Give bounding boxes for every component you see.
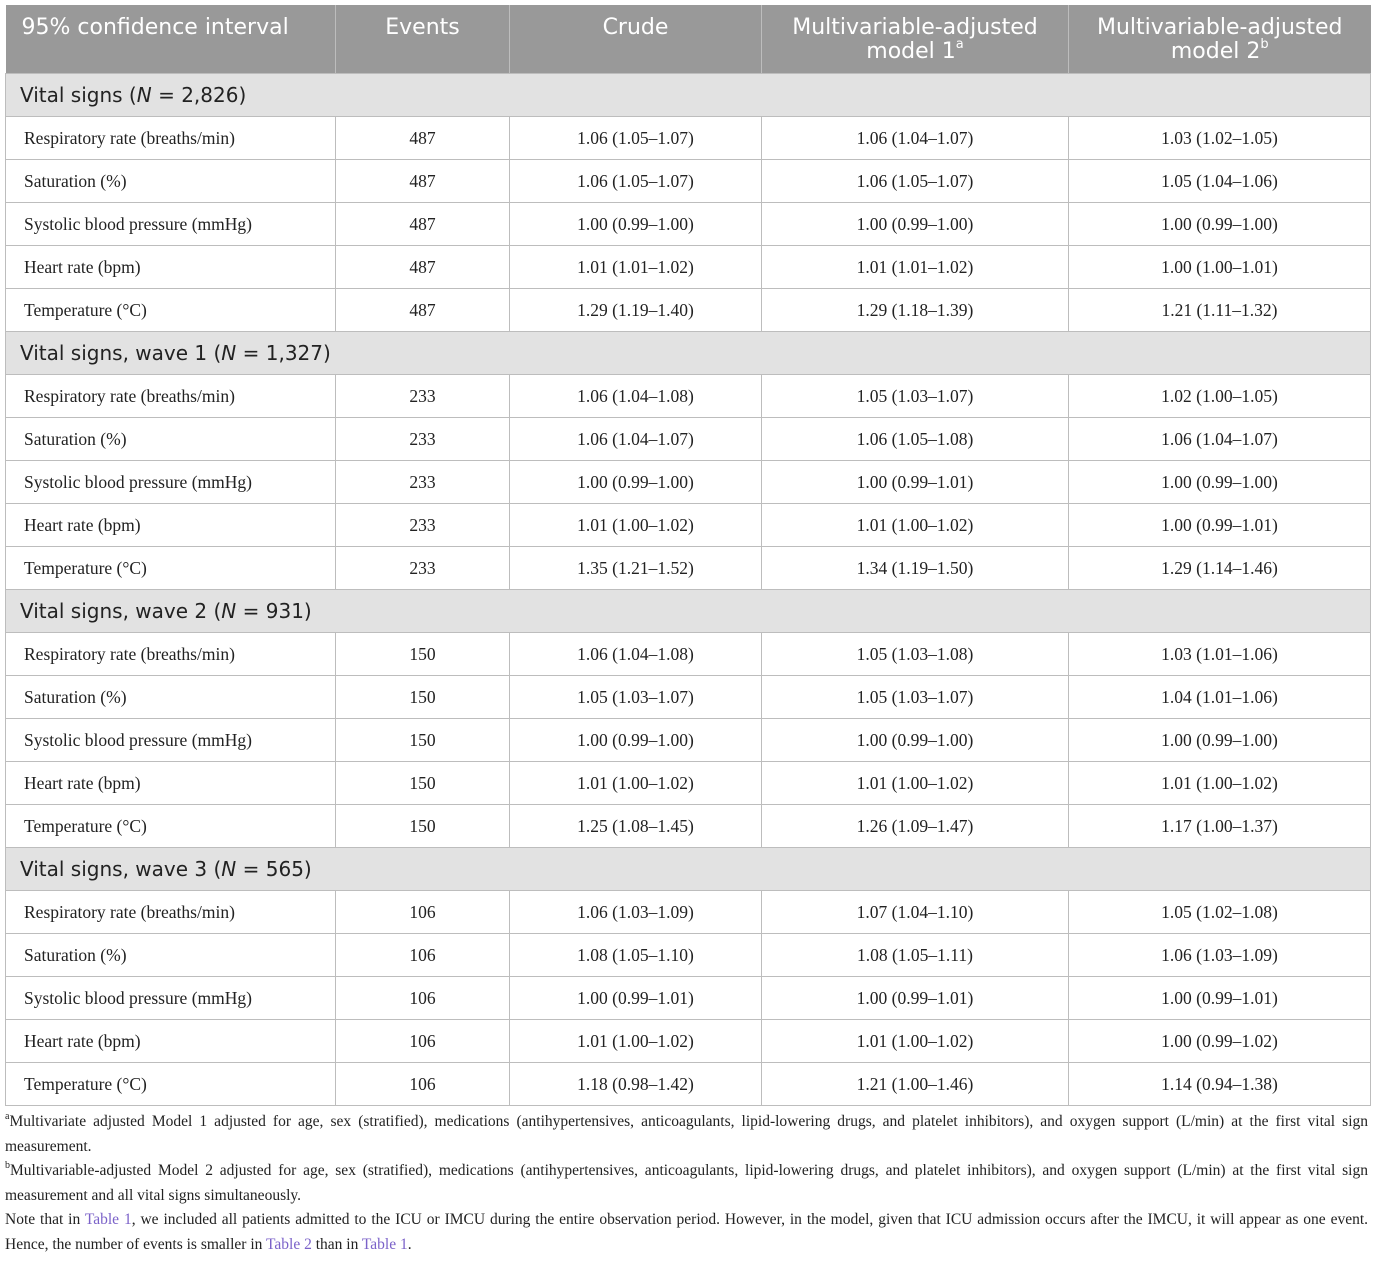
events-cell: 106 (336, 1063, 510, 1106)
table-row (6, 934, 1371, 977)
table-row (6, 289, 1371, 332)
model-1-cell: 1.06 (1.05–1.08) (762, 418, 1069, 461)
events-cell: 487 (336, 203, 510, 246)
measure-cell: Systolic blood pressure (mmHg) (6, 977, 336, 1020)
header-row (6, 5, 1371, 74)
model-1-cell: 1.26 (1.09–1.47) (762, 805, 1069, 848)
crude-cell: 1.05 (1.03–1.07) (510, 676, 762, 719)
table-row (6, 418, 1371, 461)
crude-cell: 1.06 (1.03–1.09) (510, 891, 762, 934)
header-model-1: Multivariable-adjusted model 1$^a$ (762, 5, 1069, 74)
model-1-cell: 1.07 (1.04–1.10) (762, 891, 1069, 934)
model-1-cell: 1.00 (0.99–1.00) (762, 203, 1069, 246)
section-title: Vital signs, wave 1 (N = 1,327) (6, 332, 1371, 375)
model-1-cell: 1.01 (1.00–1.02) (762, 762, 1069, 805)
model-2-cell: 1.03 (1.01–1.06) (1069, 633, 1371, 676)
measure-cell: Saturation (%) (6, 160, 336, 203)
table-row (6, 547, 1371, 590)
crude-cell: 1.06 (1.04–1.08) (510, 375, 762, 418)
model-1-cell: 1.05 (1.03–1.07) (762, 375, 1069, 418)
model-2-cell: 1.04 (1.01–1.06) (1069, 676, 1371, 719)
model-1-cell: 1.06 (1.05–1.07) (762, 160, 1069, 203)
footnote-marker: a (955, 36, 964, 52)
events-cell: 233 (336, 375, 510, 418)
events-cell: 487 (336, 246, 510, 289)
model-1-cell: 1.01 (1.00–1.02) (762, 504, 1069, 547)
events-cell: 150 (336, 805, 510, 848)
table-row (6, 1063, 1371, 1106)
model-1-cell: 1.00 (0.99–1.01) (762, 977, 1069, 1020)
model-1-cell: 1.00 (0.99–1.01) (762, 461, 1069, 504)
section-header-row (6, 590, 1371, 633)
table-row (6, 246, 1371, 289)
model-2-cell: 1.14 (0.94–1.38) (1069, 1063, 1371, 1106)
model-1-cell: 1.29 (1.18–1.39) (762, 289, 1069, 332)
measure-cell: Heart rate (bpm) (6, 504, 336, 547)
model-2-cell: 1.05 (1.04–1.06) (1069, 160, 1371, 203)
measure-cell: Heart rate (bpm) (6, 246, 336, 289)
header-crude: Crude (510, 5, 762, 74)
model-2-cell: 1.00 (0.99–1.01) (1069, 977, 1371, 1020)
crude-cell: 1.01 (1.00–1.02) (510, 1020, 762, 1063)
table-row (6, 504, 1371, 547)
table-1-link[interactable]: Table 1 (361, 1235, 408, 1253)
table-footnotes (5, 1110, 1370, 1257)
crude-cell: 1.00 (0.99–1.00) (510, 719, 762, 762)
events-cell: 150 (336, 676, 510, 719)
model-2-cell: 1.00 (0.99–1.01) (1069, 504, 1371, 547)
model-1-cell: 1.06 (1.04–1.07) (762, 117, 1069, 160)
model-2-cell: 1.21 (1.11–1.32) (1069, 289, 1371, 332)
measure-cell: Saturation (%) (6, 676, 336, 719)
model-1-cell: 1.01 (1.00–1.02) (762, 1020, 1069, 1063)
footnote-b: $^b$Multivariable-adjusted Model 2 adjusted for age, sex (stratified), medications (antihypertensives, anticoagulants, lipid-lowering drugs, and platelet inhibitors), and oxygen support (L/min) at the first vital sign measurement and all vital signs simultaneously. (5, 1159, 1368, 1204)
model-2-cell: 1.01 (1.00–1.02) (1069, 762, 1371, 805)
table-row (6, 977, 1371, 1020)
model-2-cell: 1.00 (0.99–1.02) (1069, 1020, 1371, 1063)
model-2-cell: 1.00 (1.00–1.01) (1069, 246, 1371, 289)
crude-cell: 1.01 (1.00–1.02) (510, 762, 762, 805)
events-cell: 233 (336, 547, 510, 590)
measure-cell: Respiratory rate (breaths/min) (6, 891, 336, 934)
events-cell: 487 (336, 160, 510, 203)
header-model-2: Multivariable-adjusted model 2$^b$ (1069, 5, 1371, 74)
crude-cell: 1.18 (0.98–1.42) (510, 1063, 762, 1106)
table-container (5, 5, 1370, 1257)
table-row (6, 461, 1371, 504)
measure-cell: Heart rate (bpm) (6, 762, 336, 805)
model-1-cell: 1.05 (1.03–1.08) (762, 633, 1069, 676)
model-1-cell: 1.05 (1.03–1.07) (762, 676, 1069, 719)
events-cell: 106 (336, 891, 510, 934)
section-header-row (6, 74, 1371, 117)
footnote-marker: b (1260, 36, 1269, 52)
model-2-cell: 1.17 (1.00–1.37) (1069, 805, 1371, 848)
crude-cell: 1.06 (1.04–1.07) (510, 418, 762, 461)
table-row (6, 719, 1371, 762)
section-title: Vital signs, wave 2 (N = 931) (6, 590, 1371, 633)
crude-cell: 1.25 (1.08–1.45) (510, 805, 762, 848)
table-row (6, 375, 1371, 418)
model-2-cell: 1.03 (1.02–1.05) (1069, 117, 1371, 160)
table-row (6, 203, 1371, 246)
events-cell: 487 (336, 289, 510, 332)
measure-cell: Respiratory rate (breaths/min) (6, 633, 336, 676)
measure-cell: Saturation (%) (6, 934, 336, 977)
events-cell: 487 (336, 117, 510, 160)
measure-cell: Respiratory rate (breaths/min) (6, 117, 336, 160)
table-2-link[interactable]: Table 2 (266, 1235, 312, 1253)
events-cell: 150 (336, 633, 510, 676)
table-row (6, 891, 1371, 934)
measure-cell: Systolic blood pressure (mmHg) (6, 203, 336, 246)
table-row (6, 117, 1371, 160)
section-title: Vital signs, wave 3 (N = 565) (6, 848, 1371, 891)
crude-cell: 1.00 (0.99–1.00) (510, 461, 762, 504)
table-row (6, 633, 1371, 676)
measure-cell: Heart rate (bpm) (6, 1020, 336, 1063)
section-header-row (6, 332, 1371, 375)
model-2-cell: 1.29 (1.14–1.46) (1069, 547, 1371, 590)
measure-cell: Systolic blood pressure (mmHg) (6, 461, 336, 504)
crude-cell: 1.01 (1.01–1.02) (510, 246, 762, 289)
measure-cell: Saturation (%) (6, 418, 336, 461)
crude-cell: 1.00 (0.99–1.00) (510, 203, 762, 246)
crude-cell: 1.06 (1.04–1.08) (510, 633, 762, 676)
table-row (6, 762, 1371, 805)
header-ci: 95% confidence interval (6, 5, 336, 74)
measure-cell: Temperature (°C) (6, 1063, 336, 1106)
model-2-cell: 1.00 (0.99–1.00) (1069, 719, 1371, 762)
model-2-cell: 1.06 (1.03–1.09) (1069, 934, 1371, 977)
model-2-cell: 1.05 (1.02–1.08) (1069, 891, 1371, 934)
crude-cell: 1.06 (1.05–1.07) (510, 160, 762, 203)
model-1-cell: 1.08 (1.05–1.11) (762, 934, 1069, 977)
model-2-cell: 1.06 (1.04–1.07) (1069, 418, 1371, 461)
header-events: Events (336, 5, 510, 74)
table-row (6, 805, 1371, 848)
section-title: Vital signs (N = 2,826) (6, 74, 1371, 117)
events-cell: 106 (336, 1020, 510, 1063)
model-1-cell: 1.01 (1.01–1.02) (762, 246, 1069, 289)
crude-cell: 1.08 (1.05–1.10) (510, 934, 762, 977)
table-1-link[interactable]: Table 1 (84, 1211, 132, 1228)
table-row (6, 160, 1371, 203)
footnote-a: $^a$Multivariate adjusted Model 1 adjusted for age, sex (stratified), medications (antihypertensives, anticoagulants, lipid-lowering drugs, and platelet inhibitors), and oxygen support (L/min) at the first vital sign measurement. (5, 1110, 1368, 1155)
measure-cell: Systolic blood pressure (mmHg) (6, 719, 336, 762)
model-1-cell: 1.00 (0.99–1.00) (762, 719, 1069, 762)
footnote-note: Note that in Table 1, we included all patients admitted to the ICU or IMCU during the entire observation period. However, in the model, given that ICU admission occurs after the IMCU, it will appear as one event. Hence, the number of events is smaller in Table 2 than in Table 1. (5, 1211, 1369, 1253)
section-header-row (6, 848, 1371, 891)
events-cell: 106 (336, 934, 510, 977)
events-cell: 233 (336, 461, 510, 504)
table-row (6, 1020, 1371, 1063)
measure-cell: Temperature (°C) (6, 289, 336, 332)
model-1-cell: 1.34 (1.19–1.50) (762, 547, 1069, 590)
table-row (6, 676, 1371, 719)
events-cell: 106 (336, 977, 510, 1020)
measure-cell: Temperature (°C) (6, 547, 336, 590)
crude-cell: 1.00 (0.99–1.01) (510, 977, 762, 1020)
model-2-cell: 1.02 (1.00–1.05) (1069, 375, 1371, 418)
model-1-cell: 1.21 (1.00–1.46) (762, 1063, 1069, 1106)
events-cell: 233 (336, 418, 510, 461)
crude-cell: 1.35 (1.21–1.52) (510, 547, 762, 590)
model-2-cell: 1.00 (0.99–1.00) (1069, 461, 1371, 504)
model-2-cell: 1.00 (0.99–1.00) (1069, 203, 1371, 246)
crude-cell: 1.29 (1.19–1.40) (510, 289, 762, 332)
measure-cell: Temperature (°C) (6, 805, 336, 848)
events-cell: 150 (336, 762, 510, 805)
events-cell: 150 (336, 719, 510, 762)
crude-cell: 1.06 (1.05–1.07) (510, 117, 762, 160)
results-table (5, 5, 1371, 1106)
events-cell: 233 (336, 504, 510, 547)
crude-cell: 1.01 (1.00–1.02) (510, 504, 762, 547)
measure-cell: Respiratory rate (breaths/min) (6, 375, 336, 418)
